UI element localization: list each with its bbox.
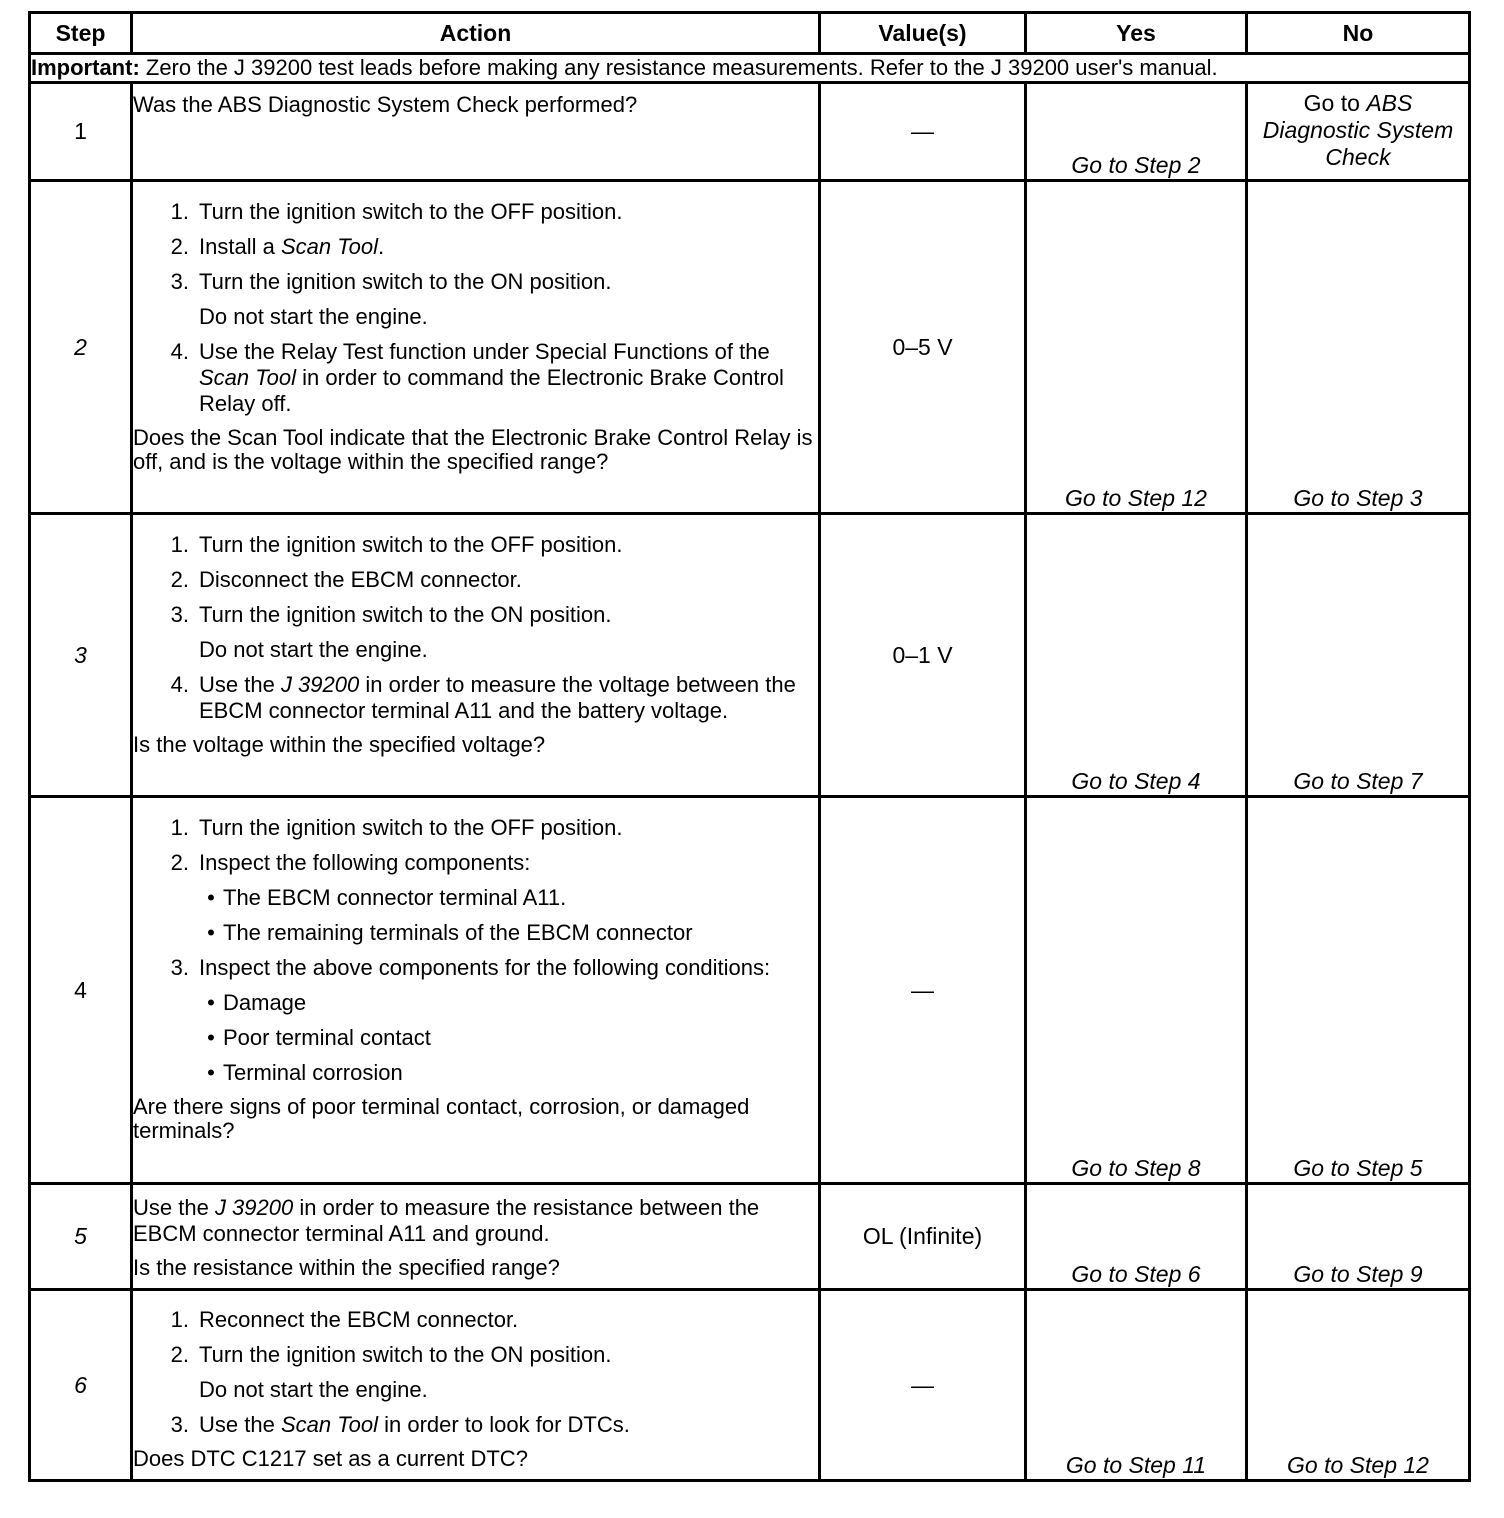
- important-note: [30, 54, 1470, 83]
- bullet-text: The remaining terminals of the EBCM connector: [223, 920, 693, 945]
- step-number: 4: [30, 797, 132, 1184]
- bullet-item: [133, 920, 818, 946]
- list-item: [133, 1342, 818, 1368]
- table-row: [30, 514, 1470, 797]
- item-text: Disconnect the EBCM connector.: [199, 567, 522, 592]
- procedure-list: [133, 199, 818, 417]
- no-link-target: ABS Diagnostic System Check: [1262, 90, 1454, 170]
- list-item: [133, 269, 818, 295]
- bullet-icon: •: [207, 990, 215, 1015]
- step-number: 2: [30, 181, 132, 514]
- no-link[interactable]: Go to Step 5: [1247, 797, 1470, 1184]
- item-text-part: in order to measure the voltage between the EBCM connector terminal A11 and the battery voltage.: [199, 672, 796, 723]
- value-cell: —: [820, 1290, 1026, 1481]
- item-text: [199, 1412, 818, 1438]
- item-number: 1.: [170, 532, 189, 557]
- item-text: Turn the ignition switch to the ON position.: [199, 602, 612, 627]
- bullet-item: [133, 1060, 818, 1086]
- bullet-text: The EBCM connector terminal A11.: [223, 885, 567, 910]
- item-text: Turn the ignition switch to the OFF position.: [199, 815, 623, 840]
- value-cell: —: [820, 797, 1026, 1184]
- item-text: Inspect the above components for the following conditions:: [199, 955, 771, 980]
- bullet-text: Terminal corrosion: [223, 1060, 403, 1085]
- item-text: Turn the ignition switch to the ON position.: [199, 269, 612, 294]
- list-item: [133, 199, 818, 225]
- item-number: 4.: [170, 339, 189, 364]
- header-step: Step: [30, 13, 132, 54]
- bullet-item: [133, 1025, 818, 1051]
- question-text: Is the voltage within the specified voltage?: [133, 732, 546, 757]
- action-cell: [132, 1290, 820, 1481]
- procedure-list: [133, 1307, 818, 1438]
- item-number: 2.: [170, 1342, 189, 1367]
- item-number: 1.: [170, 1307, 189, 1332]
- item-number: 1.: [170, 199, 189, 224]
- table-row: [30, 797, 1470, 1184]
- yes-link[interactable]: Go to Step 6: [1026, 1184, 1247, 1290]
- table-row: [30, 83, 1470, 181]
- no-link[interactable]: Go to Step 12: [1247, 1290, 1470, 1481]
- diagnostic-table: [28, 11, 1471, 1482]
- list-item: [133, 1412, 818, 1438]
- list-item: [133, 532, 818, 558]
- item-text-part: Use the: [199, 1412, 281, 1437]
- item-note: Do not start the engine.: [199, 1377, 428, 1402]
- yes-link[interactable]: Go to Step 4: [1026, 514, 1247, 797]
- item-note: Do not start the engine.: [199, 304, 428, 329]
- item-number: 3.: [170, 1412, 189, 1437]
- bullet-item: [133, 885, 818, 911]
- item-text: [199, 672, 818, 724]
- item-text-part: .: [377, 234, 385, 259]
- item-text: Reconnect the EBCM connector.: [199, 1307, 519, 1332]
- procedure-list: [133, 815, 818, 1086]
- no-link[interactable]: Go to Step 7: [1247, 514, 1470, 797]
- header-row: [30, 13, 1470, 54]
- action-cell: [132, 181, 820, 514]
- item-text: Turn the ignition switch to the OFF position.: [199, 532, 623, 557]
- item-number: 2.: [170, 234, 189, 259]
- step-number: 1: [30, 83, 132, 181]
- header-values: Value(s): [820, 13, 1026, 54]
- list-item: [133, 815, 818, 841]
- item-number: 3.: [170, 269, 189, 294]
- table-row: [30, 1184, 1470, 1290]
- action-cell: [132, 797, 820, 1184]
- important-row: [30, 54, 1470, 83]
- item-text: [199, 339, 818, 417]
- instruction-part: Use the: [133, 1195, 215, 1220]
- item-number: 3.: [170, 955, 189, 980]
- bullet-icon: •: [207, 885, 215, 910]
- item-text-part: Install a: [199, 234, 281, 259]
- item-text: Turn the ignition switch to the OFF position.: [199, 199, 623, 224]
- table-row: [30, 181, 1470, 514]
- action-cell: [132, 83, 820, 181]
- item-text-part: in order to look for DTCs.: [377, 1412, 630, 1437]
- item-number: 2.: [170, 567, 189, 592]
- item-text: Turn the ignition switch to the ON position.: [199, 1342, 612, 1367]
- question-text: Is the resistance within the specified range?: [133, 1255, 560, 1280]
- yes-link[interactable]: Go to Step 11: [1026, 1290, 1247, 1481]
- no-link[interactable]: Go to Step 3: [1247, 181, 1470, 514]
- bullet-text: Damage: [223, 990, 307, 1015]
- bullet-text: Poor terminal contact: [223, 1025, 431, 1050]
- item-note: Do not start the engine.: [199, 637, 428, 662]
- yes-link[interactable]: Go to Step 2: [1026, 83, 1247, 181]
- table-row: [30, 1290, 1470, 1481]
- tool-name: J 39200: [280, 672, 360, 697]
- instruction-text: [133, 1195, 818, 1247]
- list-item: [133, 234, 818, 260]
- yes-link[interactable]: Go to Step 12: [1026, 181, 1247, 514]
- question-text: Was the ABS Diagnostic System Check performed?: [133, 92, 638, 117]
- tool-name: J 39200: [214, 1195, 294, 1220]
- item-text-part: Use the: [199, 672, 281, 697]
- tool-name: Scan Tool: [280, 1412, 378, 1437]
- step-number: 5: [30, 1184, 132, 1290]
- item-text-part: Use the Relay Test function under Special Functions of the: [199, 339, 770, 364]
- item-text-part: in order to command the Electronic Brake Control Relay off.: [199, 365, 784, 416]
- header-no: No: [1247, 13, 1470, 54]
- list-item: [133, 850, 818, 876]
- no-link-prefix: Go to: [1303, 90, 1367, 116]
- header-yes: Yes: [1026, 13, 1247, 54]
- no-link[interactable]: Go to Step 9: [1247, 1184, 1470, 1290]
- item-text: [199, 234, 818, 260]
- bullet-icon: •: [207, 1025, 215, 1050]
- tool-name: Scan Tool: [280, 234, 378, 259]
- header-action: Action: [132, 13, 820, 54]
- list-item: [133, 1307, 818, 1333]
- action-cell: [132, 514, 820, 797]
- list-item: [133, 567, 818, 593]
- no-link[interactable]: [1247, 83, 1470, 181]
- list-item: [133, 339, 818, 417]
- item-number: 2.: [170, 850, 189, 875]
- value-cell: 0–5 V: [820, 181, 1026, 514]
- value-cell: 0–1 V: [820, 514, 1026, 797]
- item-number: 3.: [170, 602, 189, 627]
- question-text: Are there signs of poor terminal contact, corrosion, or damaged terminals?: [133, 1094, 750, 1143]
- list-item: [133, 672, 818, 724]
- step-number: 3: [30, 514, 132, 797]
- important-text: Zero the J 39200 test leads before making any resistance measurements. Refer to the J 39200 user's manual.: [139, 55, 1218, 80]
- yes-link[interactable]: Go to Step 8: [1026, 797, 1247, 1184]
- instruction-part: in order to measure the resistance between the EBCM connector terminal A11 and ground.: [133, 1195, 760, 1246]
- list-item: [133, 602, 818, 628]
- value-cell: —: [820, 83, 1026, 181]
- question-text: Does DTC C1217 set as a current DTC?: [133, 1446, 528, 1471]
- bullet-icon: •: [207, 920, 215, 945]
- bullet-icon: •: [207, 1060, 215, 1085]
- step-number: 6: [30, 1290, 132, 1481]
- item-number: 1.: [170, 815, 189, 840]
- list-item: [133, 955, 818, 981]
- important-label: Important:: [31, 55, 140, 80]
- question-text: Does the Scan Tool indicate that the Electronic Brake Control Relay is off, and is the voltage within the specified range?: [133, 425, 813, 474]
- procedure-list: [133, 532, 818, 724]
- item-text: Inspect the following components:: [199, 850, 531, 875]
- value-cell: OL (Infinite): [820, 1184, 1026, 1290]
- item-number: 4.: [170, 672, 189, 697]
- tool-name: Scan Tool: [199, 365, 297, 390]
- action-cell: [132, 1184, 820, 1290]
- bullet-item: [133, 990, 818, 1016]
